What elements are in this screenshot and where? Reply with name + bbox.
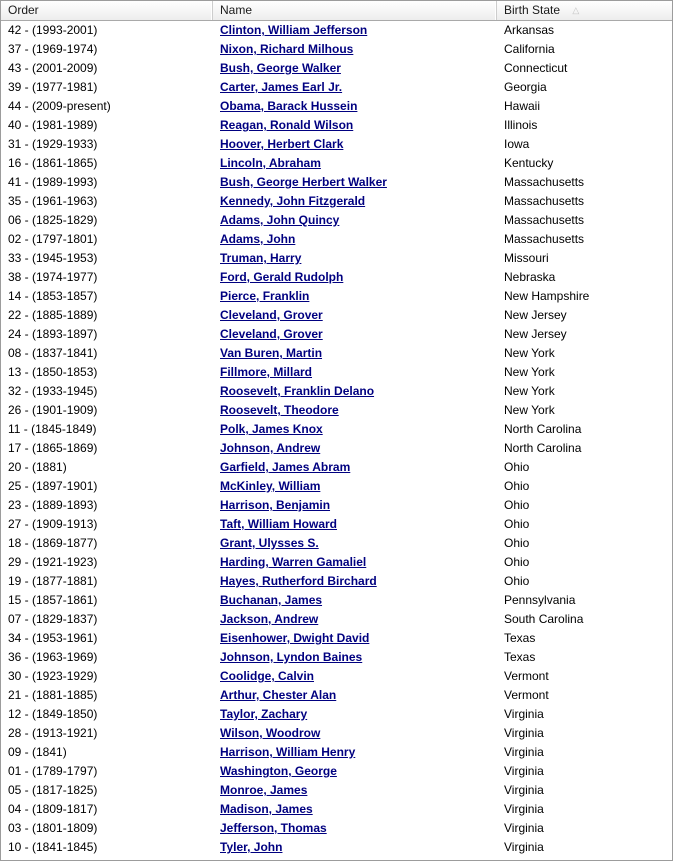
order-cell: 29 - (1921-1923)	[8, 555, 98, 569]
table-row[interactable]	[1, 819, 672, 838]
birth-state-cell: New York	[504, 403, 555, 417]
birth-state-cell: Georgia	[504, 80, 547, 94]
order-cell: 33 - (1945-1953)	[8, 251, 98, 265]
table-row[interactable]	[1, 211, 672, 230]
name-cell	[213, 116, 497, 135]
president-link[interactable]: Washington, George	[220, 764, 337, 778]
table-row[interactable]	[1, 363, 672, 382]
birth-state-cell: Virginia	[504, 802, 544, 816]
birth-state-cell: Virginia	[504, 821, 544, 835]
order-cell: 31 - (1929-1933)	[8, 137, 98, 151]
president-link[interactable]: Pierce, Franklin	[220, 289, 310, 303]
president-link[interactable]: Taft, William Howard	[220, 517, 338, 531]
order-cell: 32 - (1933-1945)	[8, 384, 98, 398]
birth-state-cell: Illinois	[504, 118, 538, 132]
president-link[interactable]: Cleveland, Grover	[220, 327, 323, 341]
table-body	[1, 21, 672, 857]
order-cell: 15 - (1857-1861)	[8, 593, 98, 607]
birth-state-cell: Connecticut	[504, 61, 568, 75]
name-cell	[213, 249, 497, 268]
name-cell	[213, 781, 497, 800]
president-link[interactable]: Nixon, Richard Milhous	[220, 42, 354, 56]
order-cell: 38 - (1974-1977)	[8, 270, 98, 284]
name-cell	[213, 192, 497, 211]
name-cell	[213, 344, 497, 363]
order-cell: 05 - (1817-1825)	[8, 783, 98, 797]
president-link[interactable]: Eisenhower, Dwight David	[220, 631, 370, 645]
order-cell: 37 - (1969-1974)	[8, 42, 98, 56]
birth-state-cell: Vermont	[504, 688, 549, 702]
order-cell: 16 - (1861-1865)	[8, 156, 98, 170]
table-row[interactable]	[1, 135, 672, 154]
birth-state-cell: Massachusetts	[504, 232, 585, 246]
table-row[interactable]	[1, 591, 672, 610]
table-row[interactable]	[1, 686, 672, 705]
name-cell	[213, 78, 497, 97]
birth-state-cell: South Carolina	[504, 612, 584, 626]
order-cell: 23 - (1889-1893)	[8, 498, 98, 512]
birth-state-cell: California	[504, 42, 555, 56]
president-link[interactable]: Tyler, John	[220, 840, 283, 854]
name-cell	[213, 534, 497, 553]
table-row[interactable]	[1, 192, 672, 211]
table-row[interactable]	[1, 439, 672, 458]
birth-state-cell: Virginia	[504, 840, 544, 854]
order-cell: 41 - (1989-1993)	[8, 175, 98, 189]
birth-state-cell: Massachusetts	[504, 213, 585, 227]
birth-state-cell: New Jersey	[504, 308, 567, 322]
birth-state-cell: New York	[504, 346, 555, 360]
name-cell	[213, 458, 497, 477]
order-cell: 17 - (1865-1869)	[8, 441, 98, 455]
column-header-name[interactable]	[213, 1, 497, 20]
order-cell: 20 - (1881)	[8, 460, 67, 474]
order-cell: 01 - (1789-1797)	[8, 764, 98, 778]
president-link[interactable]: Harding, Warren Gamaliel	[220, 555, 367, 569]
birth-state-cell: Virginia	[504, 745, 544, 759]
table-row[interactable]	[1, 78, 672, 97]
table-row[interactable]	[1, 249, 672, 268]
order-cell: 43 - (2001-2009)	[8, 61, 98, 75]
table-row[interactable]	[1, 515, 672, 534]
column-header-birth-state[interactable]	[497, 1, 672, 20]
name-cell	[213, 401, 497, 420]
name-cell	[213, 325, 497, 344]
president-link[interactable]: Monroe, James	[220, 783, 308, 797]
column-header-order-label: Order	[8, 3, 39, 17]
table-row[interactable]	[1, 743, 672, 762]
order-cell: 02 - (1797-1801)	[8, 232, 98, 246]
president-link[interactable]: Cleveland, Grover	[220, 308, 323, 322]
column-header-order[interactable]	[1, 1, 213, 20]
birth-state-cell: Texas	[504, 650, 536, 664]
birth-state-cell: Ohio	[504, 517, 530, 531]
table-row[interactable]	[1, 40, 672, 59]
president-link[interactable]: Harrison, Benjamin	[220, 498, 331, 512]
president-link[interactable]: Coolidge, Calvin	[220, 669, 315, 683]
order-cell: 14 - (1853-1857)	[8, 289, 98, 303]
name-cell	[213, 629, 497, 648]
order-cell: 40 - (1981-1989)	[8, 118, 98, 132]
name-cell	[213, 553, 497, 572]
order-cell: 34 - (1953-1961)	[8, 631, 98, 645]
president-link[interactable]: Hoover, Herbert Clark	[220, 137, 344, 151]
president-link[interactable]: Fillmore, Millard	[220, 365, 313, 379]
birth-state-cell: Pennsylvania	[504, 593, 576, 607]
president-link[interactable]: Johnson, Andrew	[220, 441, 321, 455]
name-cell	[213, 515, 497, 534]
name-cell	[213, 97, 497, 116]
president-link[interactable]: Garfield, James Abram	[220, 460, 351, 474]
president-link[interactable]: Arthur, Chester Alan	[220, 688, 337, 702]
birth-state-cell: Texas	[504, 631, 536, 645]
table-row[interactable]	[1, 610, 672, 629]
birth-state-cell: New York	[504, 384, 555, 398]
order-cell: 09 - (1841)	[8, 745, 67, 759]
name-cell	[213, 705, 497, 724]
birth-state-cell: Nebraska	[504, 270, 556, 284]
name-cell	[213, 40, 497, 59]
table-row[interactable]	[1, 477, 672, 496]
president-link[interactable]: Taylor, Zachary	[220, 707, 308, 721]
birth-state-cell: Virginia	[504, 726, 544, 740]
table-row[interactable]	[1, 781, 672, 800]
name-cell	[213, 743, 497, 762]
birth-state-cell: Massachusetts	[504, 194, 585, 208]
table-row[interactable]	[1, 496, 672, 515]
name-cell	[213, 572, 497, 591]
birth-state-cell: Ohio	[504, 479, 530, 493]
table-row[interactable]	[1, 667, 672, 686]
birth-state-cell: Massachusetts	[504, 175, 585, 189]
order-cell: 04 - (1809-1817)	[8, 802, 98, 816]
birth-state-cell: North Carolina	[504, 422, 582, 436]
name-cell	[213, 306, 497, 325]
order-cell: 13 - (1850-1853)	[8, 365, 98, 379]
name-cell	[213, 268, 497, 287]
table-row[interactable]	[1, 59, 672, 78]
table-header	[1, 1, 672, 21]
president-link[interactable]: McKinley, William	[220, 479, 321, 493]
table-row[interactable]	[1, 116, 672, 135]
birth-state-cell: Virginia	[504, 764, 544, 778]
president-link[interactable]: Roosevelt, Franklin Delano	[220, 384, 375, 398]
birth-state-cell: Ohio	[504, 498, 530, 512]
order-cell: 07 - (1829-1837)	[8, 612, 98, 626]
order-cell: 35 - (1961-1963)	[8, 194, 98, 208]
birth-state-cell: Virginia	[504, 783, 544, 797]
sort-ascending-icon: △	[572, 5, 580, 15]
birth-state-cell: Ohio	[504, 460, 530, 474]
order-cell: 03 - (1801-1809)	[8, 821, 98, 835]
president-link[interactable]: Hayes, Rutherford Birchard	[220, 574, 377, 588]
president-link[interactable]: Grant, Ulysses S.	[220, 536, 319, 550]
president-link[interactable]: Van Buren, Martin	[220, 346, 323, 360]
table-row[interactable]	[1, 534, 672, 553]
name-cell	[213, 838, 497, 857]
president-link[interactable]: Roosevelt, Theodore	[220, 403, 339, 417]
name-cell	[213, 420, 497, 439]
president-link[interactable]: Lincoln, Abraham	[220, 156, 321, 170]
table-row[interactable]	[1, 458, 672, 477]
order-cell: 19 - (1877-1881)	[8, 574, 98, 588]
table-row[interactable]	[1, 382, 672, 401]
birth-state-cell: Ohio	[504, 574, 530, 588]
table-row[interactable]	[1, 97, 672, 116]
order-cell: 27 - (1909-1913)	[8, 517, 98, 531]
name-cell	[213, 724, 497, 743]
president-link[interactable]: Bush, George Walker	[220, 61, 341, 75]
birth-state-cell: North Carolina	[504, 441, 582, 455]
order-cell: 36 - (1963-1969)	[8, 650, 98, 664]
president-link[interactable]: Obama, Barack Hussein	[220, 99, 358, 113]
table-row[interactable]	[1, 230, 672, 249]
president-link[interactable]: Ford, Gerald Rudolph	[220, 270, 344, 284]
birth-state-cell: Iowa	[504, 137, 530, 151]
order-cell: 39 - (1977-1981)	[8, 80, 98, 94]
birth-state-cell: Ohio	[504, 536, 530, 550]
table-row[interactable]	[1, 287, 672, 306]
president-link[interactable]: Bush, George Herbert Walker	[220, 175, 387, 189]
table-row[interactable]	[1, 173, 672, 192]
president-link[interactable]: Reagan, Ronald Wilson	[220, 118, 354, 132]
order-cell: 12 - (1849-1850)	[8, 707, 98, 721]
president-link[interactable]: Adams, John	[220, 232, 296, 246]
table-row[interactable]	[1, 800, 672, 819]
order-cell: 30 - (1923-1929)	[8, 669, 98, 683]
birth-state-cell: Hawaii	[504, 99, 541, 113]
name-cell	[213, 591, 497, 610]
order-cell: 42 - (1993-2001)	[8, 23, 98, 37]
name-cell	[213, 173, 497, 192]
table-row[interactable]	[1, 705, 672, 724]
name-cell	[213, 686, 497, 705]
birth-state-cell: New Hampshire	[504, 289, 590, 303]
table-row[interactable]	[1, 401, 672, 420]
order-cell: 25 - (1897-1901)	[8, 479, 98, 493]
president-link[interactable]: Harrison, William Henry	[220, 745, 356, 759]
birth-state-cell: Missouri	[504, 251, 549, 265]
birth-state-cell: Virginia	[504, 707, 544, 721]
name-cell	[213, 496, 497, 515]
table-row[interactable]	[1, 572, 672, 591]
table-row[interactable]	[1, 629, 672, 648]
order-cell: 26 - (1901-1909)	[8, 403, 98, 417]
table-row[interactable]	[1, 268, 672, 287]
president-link[interactable]: Kennedy, John Fitzgerald	[220, 194, 366, 208]
order-cell: 44 - (2009-present)	[8, 99, 111, 113]
table-row[interactable]	[1, 306, 672, 325]
table-row[interactable]	[1, 838, 672, 857]
column-header-name-label: Name	[220, 3, 253, 17]
order-cell: 28 - (1913-1921)	[8, 726, 98, 740]
birth-state-cell: Arkansas	[504, 23, 555, 37]
president-link[interactable]: Madison, James	[220, 802, 313, 816]
order-cell: 11 - (1845-1849)	[8, 422, 97, 436]
birth-state-cell: New York	[504, 365, 555, 379]
order-cell: 06 - (1825-1829)	[8, 213, 98, 227]
name-cell	[213, 230, 497, 249]
birth-state-cell: Ohio	[504, 555, 530, 569]
name-cell	[213, 287, 497, 306]
name-cell	[213, 439, 497, 458]
name-cell	[213, 154, 497, 173]
name-cell	[213, 610, 497, 629]
table-row[interactable]	[1, 724, 672, 743]
president-link[interactable]: Adams, John Quincy	[220, 213, 340, 227]
name-cell	[213, 648, 497, 667]
table-row[interactable]	[1, 420, 672, 439]
birth-state-cell: Vermont	[504, 669, 549, 683]
name-cell	[213, 819, 497, 838]
president-link[interactable]: Jackson, Andrew	[220, 612, 319, 626]
president-link[interactable]: Polk, James Knox	[220, 422, 323, 436]
table-row[interactable]	[1, 648, 672, 667]
president-link[interactable]: Clinton, William Jefferson	[220, 23, 368, 37]
table-row[interactable]	[1, 325, 672, 344]
table-row[interactable]	[1, 553, 672, 572]
table-row[interactable]	[1, 344, 672, 363]
president-link[interactable]: Buchanan, James	[220, 593, 323, 607]
president-link[interactable]: Johnson, Lyndon Baines	[220, 650, 363, 664]
president-link[interactable]: Truman, Harry	[220, 251, 302, 265]
birth-state-cell: Kentucky	[504, 156, 554, 170]
order-cell: 22 - (1885-1889)	[8, 308, 98, 322]
president-link[interactable]: Wilson, Woodrow	[220, 726, 321, 740]
name-cell	[213, 21, 497, 40]
name-cell	[213, 363, 497, 382]
order-cell: 08 - (1837-1841)	[8, 346, 98, 360]
order-cell: 18 - (1869-1877)	[8, 536, 98, 550]
order-cell: 24 - (1893-1897)	[8, 327, 98, 341]
birth-state-cell: New Jersey	[504, 327, 567, 341]
column-header-birth-state-label: Birth State	[504, 3, 561, 17]
order-cell: 10 - (1841-1845)	[8, 840, 98, 854]
name-cell	[213, 135, 497, 154]
president-link[interactable]: Carter, James Earl Jr.	[220, 80, 343, 94]
name-cell	[213, 382, 497, 401]
table-row[interactable]	[1, 762, 672, 781]
table-row[interactable]	[1, 21, 672, 40]
name-cell	[213, 667, 497, 686]
name-cell	[213, 800, 497, 819]
name-cell	[213, 762, 497, 781]
name-cell	[213, 211, 497, 230]
table-row[interactable]	[1, 154, 672, 173]
name-cell	[213, 477, 497, 496]
president-link[interactable]: Jefferson, Thomas	[220, 821, 327, 835]
order-cell: 21 - (1881-1885)	[8, 688, 98, 702]
name-cell	[213, 59, 497, 78]
